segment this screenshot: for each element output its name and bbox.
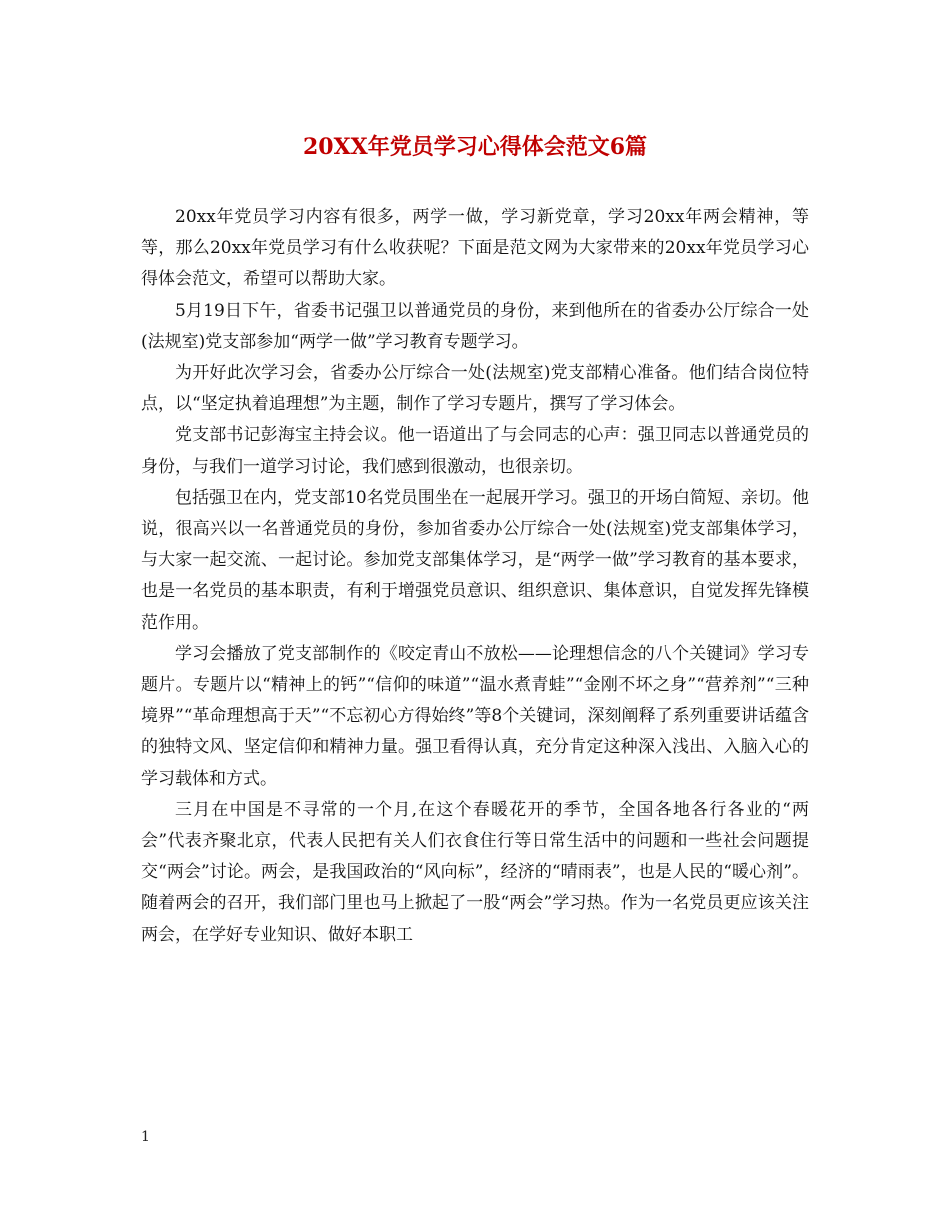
- page-number: 1: [141, 1129, 150, 1145]
- paragraph-3: 为开好此次学习会，省委办公厅综合一处(法规室)党支部精心准备。他们结合岗位特点，以“坚定执着追理想”为主题，制作了学习专题片，撰写了学习体会。: [141, 363, 809, 415]
- document-body: [141, 202, 809, 951]
- paragraph-7: 三月在中国是不寻常的一个月,在这个春暖花开的季节，全国各地各行各业的“两会”代表齐聚北京，代表人民把有关人们衣食住行等日常生活中的问题和一些社会问题提交“两会”讨论。两会，是我国政治的“风向标”，经济的“晴雨表”，也是人民的“暖心剂”。随着两会的召开，我们部门里也马上掀起了一股“两会”学习热。作为一名党员更应该关注两会，在学好专业知识、做好本职工: [141, 799, 809, 945]
- paragraph-1: 20xx年党员学习内容有很多，两学一做，学习新党章，学习20xx年两会精神，等等，那么20xx年党员学习有什么收获呢？下面是范文网为大家带来的20xx年党员学习心得体会范文，希望可以帮助大家。: [141, 207, 809, 290]
- paragraph-5: 包括强卫在内，党支部10名党员围坐在一起展开学习。强卫的开场白简短、亲切。他说，很高兴以一名普通党员的身份，参加省委办公厅综合一处(法规室)党支部集体学习，与大家一起交流、一起讨论。参加党支部集体学习，是“两学一做”学习教育的基本要求，也是一名党员的基本职责，有利于增强党员意识、组织意识、集体意识，自觉发挥先锋模范作用。: [141, 487, 809, 633]
- document-title: 20XX年党员学习心得体会范文6篇: [302, 134, 648, 160]
- paragraph-2: 5月19日下午，省委书记强卫以普通党员的身份，来到他所在的省委办公厅综合一处(法规室)党支部参加“两学一做”学习教育专题学习。: [141, 300, 809, 352]
- paragraph-6: 学习会播放了党支部制作的《咬定青山不放松——论理想信念的八个关键词》学习专题片。专题片以“精神上的钙”“信仰的味道”“温水煮青蛙”“金刚不坏之身”“营养剂”“三种境界”“革命理想高于天”“不忘初心方得始终”等8个关键词，深刻阐释了系列重要讲话蕴含的独特文风、坚定信仰和精神力量。强卫看得认真，充分肯定这种深入浅出、入脑入心的学习载体和方式。: [141, 643, 809, 789]
- paragraph-4: 党支部书记彭海宝主持会议。他一语道出了与会同志的心声：强卫同志以普通党员的身份，与我们一道学习讨论，我们感到很激动，也很亲切。: [141, 425, 809, 477]
